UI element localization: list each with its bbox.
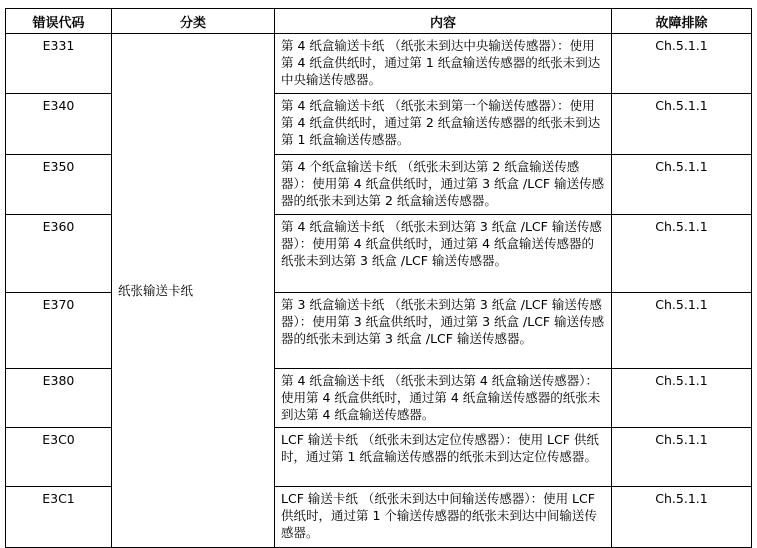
- category-cell: 纸张输送卡纸: [112, 34, 275, 548]
- table-row: [6, 34, 752, 94]
- troubleshoot-cell: Ch.5.1.1: [612, 34, 752, 94]
- error-code-cell: E380: [6, 369, 112, 428]
- header-content: 内容: [275, 9, 612, 34]
- error-code-cell: E3C1: [6, 487, 112, 548]
- content-cell: 第 4 纸盒输送卡纸 （纸张未到达第 3 纸盒 /LCF 输送传感器）：使用第 4 纸盒供纸时，通过第 4 纸盒输送传感器的纸张未到达第 3 纸盒 /LCF 输送传感器。: [275, 215, 612, 293]
- content-cell: 第 4 个纸盒输送卡纸 （纸张未到达第 2 纸盒输送传感器）：使用第 4 纸盒供纸时，通过第 3 纸盒 /LCF 输送传感器的纸张未到达第 2 纸盒输送传感器。: [275, 155, 612, 215]
- header-category: 分类: [112, 9, 275, 34]
- troubleshoot-cell: Ch.5.1.1: [612, 293, 752, 369]
- header-troubleshoot: 故障排除: [612, 9, 752, 34]
- error-code-cell: E331: [6, 34, 112, 94]
- troubleshoot-cell: Ch.5.1.1: [612, 487, 752, 548]
- table-header-row: [6, 9, 752, 34]
- error-code-cell: E370: [6, 293, 112, 369]
- header-error-code: 错误代码: [6, 9, 112, 34]
- troubleshoot-cell: Ch.5.1.1: [612, 215, 752, 293]
- error-code-cell: E3C0: [6, 428, 112, 487]
- content-cell: 第 3 纸盒输送卡纸 （纸张未到达第 3 纸盒 /LCF 输送传感器）：使用第 3 纸盒供纸时，通过第 3 纸盒 /LCF 输送传感器的纸张未到达第 3 纸盒 /LCF 输送传感器。: [275, 293, 612, 369]
- error-code-table: [5, 8, 752, 548]
- content-cell: 第 4 纸盒输送卡纸 （纸张未到达中央输送传感器）：使用第 4 纸盒供纸时，通过第 1 纸盒输送传感器的纸张未到达中央输送传感器。: [275, 34, 612, 94]
- content-cell: 第 4 纸盒输送卡纸 （纸张未到第一个输送传感器）：使用第 4 纸盒供纸时，通过第 2 纸盒输送传感器的纸张未到达第 1 纸盒输送传感器。: [275, 94, 612, 155]
- content-cell: 第 4 纸盒输送卡纸 （纸张未到达第 4 纸盒输送传感器）：使用第 4 纸盒供纸时，通过第 4 纸盒输送传感器的纸张未到达第 4 纸盒输送传感器。: [275, 369, 612, 428]
- troubleshoot-cell: Ch.5.1.1: [612, 94, 752, 155]
- troubleshoot-cell: Ch.5.1.1: [612, 428, 752, 487]
- troubleshoot-cell: Ch.5.1.1: [612, 155, 752, 215]
- error-code-cell: E350: [6, 155, 112, 215]
- troubleshoot-cell: Ch.5.1.1: [612, 369, 752, 428]
- error-code-cell: E360: [6, 215, 112, 293]
- error-code-cell: E340: [6, 94, 112, 155]
- content-cell: LCF 输送卡纸 （纸张未到达中间输送传感器）：使用 LCF 供纸时，通过第 1 个输送传感器的纸张未到达中间输送传感器。: [275, 487, 612, 548]
- content-cell: LCF 输送卡纸 （纸张未到达定位传感器）：使用 LCF 供纸时，通过第 1 纸盒输送传感器的纸张未到达定位传感器。: [275, 428, 612, 487]
